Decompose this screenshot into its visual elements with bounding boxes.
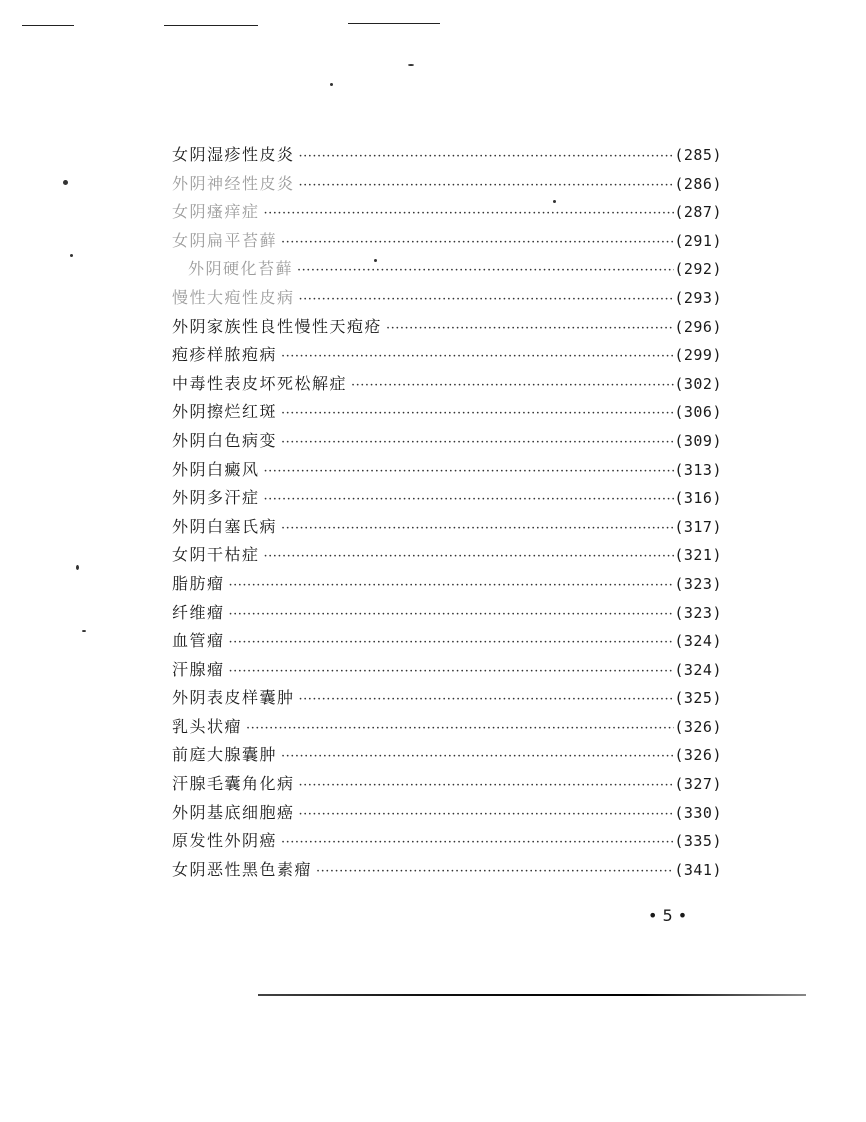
toc-entry-page: (306) bbox=[674, 403, 722, 422]
toc-entry-page: (327) bbox=[674, 775, 722, 794]
toc-entry-page: (321) bbox=[674, 546, 722, 565]
dot-leader bbox=[295, 807, 675, 822]
toc-entry-title: 外阴白塞氏病 bbox=[172, 516, 278, 536]
toc-entry-title: 外阴白癜风 bbox=[172, 459, 260, 479]
toc-entry-title: 女阴干枯症 bbox=[172, 545, 260, 565]
toc-entry[interactable] bbox=[172, 800, 722, 829]
toc-entry-title: 女阴恶性黑色素瘤 bbox=[172, 859, 313, 879]
dot-leader bbox=[277, 749, 674, 764]
toc-entry-title: 汗腺毛囊角化病 bbox=[172, 774, 295, 794]
toc-entry-page: (326) bbox=[674, 717, 722, 736]
page-number: • 5 • bbox=[648, 906, 688, 925]
toc-entry-page: (286) bbox=[674, 174, 722, 193]
toc-entry-page: (324) bbox=[674, 660, 722, 679]
toc-entry-title: 中毒性表皮坏死松解症 bbox=[172, 373, 348, 393]
toc-entry-page: (325) bbox=[674, 689, 722, 708]
toc-entry[interactable] bbox=[172, 771, 722, 800]
dot-leader bbox=[260, 464, 675, 479]
toc-entry-title: 血管瘤 bbox=[172, 631, 225, 651]
toc-entry[interactable] bbox=[172, 428, 722, 457]
toc-entry-title: 外阴多汗症 bbox=[172, 488, 260, 508]
toc-entry-page: (335) bbox=[674, 832, 722, 851]
dot-leader bbox=[225, 607, 675, 622]
dot-leader bbox=[225, 578, 675, 593]
toc-entry-page: (330) bbox=[674, 803, 722, 822]
toc-entry-title: 前庭大腺囊肿 bbox=[172, 745, 278, 765]
toc-entry[interactable] bbox=[172, 514, 722, 543]
toc-entry[interactable] bbox=[172, 828, 722, 857]
toc-entry[interactable] bbox=[172, 228, 722, 257]
toc-entry-page: (302) bbox=[674, 374, 722, 393]
scan-speck bbox=[63, 180, 68, 185]
dot-leader bbox=[242, 721, 674, 736]
toc-entry-title: 慢性大疱性皮病 bbox=[172, 287, 295, 307]
toc-entry-title: 疱疹样脓疱病 bbox=[172, 345, 278, 365]
toc-entry[interactable] bbox=[172, 600, 722, 629]
toc-entry[interactable] bbox=[172, 371, 722, 400]
toc-entry-page: (293) bbox=[674, 288, 722, 307]
toc-entry[interactable] bbox=[172, 256, 722, 285]
toc-entry-page: (323) bbox=[674, 574, 722, 593]
toc-entry[interactable] bbox=[172, 542, 722, 571]
toc-entry[interactable] bbox=[172, 457, 722, 486]
toc-entry-page: (309) bbox=[674, 431, 722, 450]
toc-entry[interactable] bbox=[172, 171, 722, 200]
dot-leader bbox=[382, 321, 674, 336]
dot-leader bbox=[295, 692, 675, 707]
dot-leader bbox=[277, 349, 674, 364]
toc-entry[interactable] bbox=[172, 742, 722, 771]
scan-rule-bottom bbox=[258, 994, 806, 996]
toc-entry[interactable] bbox=[172, 628, 722, 657]
toc-entry-page: (285) bbox=[674, 146, 722, 164]
scan-speck bbox=[76, 565, 79, 570]
dot-leader bbox=[295, 178, 675, 193]
toc-entry-page: (341) bbox=[674, 860, 722, 879]
scan-rule-top-middle bbox=[164, 25, 258, 26]
toc-entry-title: 外阴表皮样囊肿 bbox=[172, 688, 295, 708]
toc-entry-page: (291) bbox=[674, 231, 722, 250]
toc-entry-page: (324) bbox=[674, 632, 722, 651]
toc-entry[interactable] bbox=[172, 485, 722, 514]
toc-entry-page: (296) bbox=[674, 317, 722, 336]
toc-entry[interactable] bbox=[172, 571, 722, 600]
toc-entry-page: (299) bbox=[674, 346, 722, 365]
toc-entry[interactable] bbox=[172, 714, 722, 743]
toc-entry[interactable] bbox=[172, 399, 722, 428]
toc-entry-page: (313) bbox=[674, 460, 722, 479]
toc-entry-title: 外阴基底细胞癌 bbox=[172, 802, 295, 822]
dot-leader bbox=[277, 835, 674, 850]
toc-entry[interactable] bbox=[172, 685, 722, 714]
toc-entry-title: 外阴白色病变 bbox=[172, 430, 278, 450]
scan-speck bbox=[330, 83, 333, 86]
toc-entry-title: 外阴擦烂红斑 bbox=[172, 402, 278, 422]
toc-entry-page: (323) bbox=[674, 603, 722, 622]
dot-leader bbox=[295, 778, 675, 793]
scan-rule-top-right bbox=[348, 23, 440, 24]
dot-leader bbox=[293, 263, 674, 278]
scan-speck bbox=[408, 64, 414, 66]
toc-entry-title: 女阴瘙痒症 bbox=[172, 202, 260, 222]
toc-entry-title: 脂肪瘤 bbox=[172, 573, 225, 593]
toc-entry[interactable] bbox=[172, 314, 722, 343]
toc-entry-title: 外阴神经性皮炎 bbox=[172, 173, 295, 193]
dot-leader bbox=[260, 206, 675, 221]
toc-entry[interactable] bbox=[172, 142, 722, 171]
toc-entry-title: 女阴湿疹性皮炎 bbox=[172, 145, 295, 164]
dot-leader bbox=[347, 378, 674, 393]
dot-leader bbox=[277, 435, 674, 450]
dot-leader bbox=[295, 149, 675, 164]
dot-leader bbox=[277, 521, 674, 536]
table-of-contents bbox=[172, 142, 722, 885]
dot-leader bbox=[295, 292, 675, 307]
toc-entry[interactable] bbox=[172, 657, 722, 686]
toc-entry-page: (287) bbox=[674, 203, 722, 222]
toc-entry-title: 原发性外阴癌 bbox=[172, 831, 278, 851]
dot-leader bbox=[260, 549, 675, 564]
toc-entry[interactable] bbox=[172, 285, 722, 314]
scan-rule-top-left bbox=[22, 25, 74, 26]
toc-entry[interactable] bbox=[172, 342, 722, 371]
dot-leader bbox=[225, 635, 675, 650]
toc-entry-page: (292) bbox=[674, 260, 722, 279]
toc-entry-title: 乳头状瘤 bbox=[172, 716, 243, 736]
toc-entry-title: 女阴扁平苔藓 bbox=[172, 230, 278, 250]
toc-entry-page: (326) bbox=[674, 746, 722, 765]
toc-entry-page: (316) bbox=[674, 489, 722, 508]
toc-entry[interactable] bbox=[172, 199, 722, 228]
toc-entry-title: 外阴硬化苔藓 bbox=[188, 259, 294, 279]
scan-speck bbox=[82, 630, 86, 632]
dot-leader bbox=[277, 406, 674, 421]
toc-entry-title: 外阴家族性良性慢性天疱疮 bbox=[172, 316, 383, 336]
dot-leader bbox=[312, 864, 674, 879]
toc-entry[interactable] bbox=[172, 857, 722, 886]
toc-entry-title: 汗腺瘤 bbox=[172, 659, 225, 679]
dot-leader bbox=[260, 492, 675, 507]
dot-leader bbox=[277, 235, 674, 250]
toc-entry-page: (317) bbox=[674, 517, 722, 536]
dot-leader bbox=[225, 664, 675, 679]
toc-entry-title: 纤维瘤 bbox=[172, 602, 225, 622]
scan-speck bbox=[70, 254, 73, 257]
